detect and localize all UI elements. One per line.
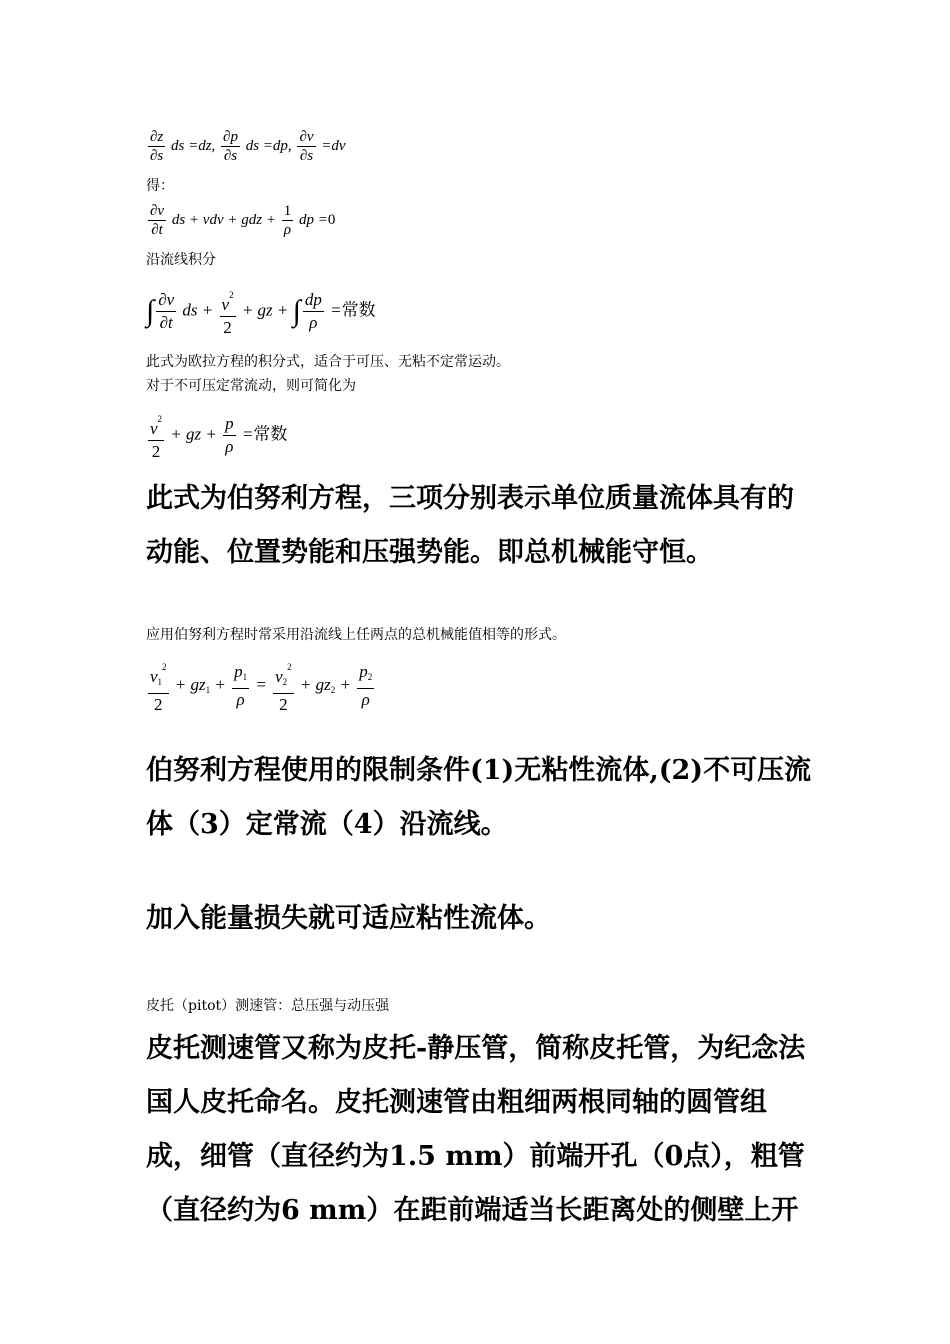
text-two-point-note: 应用伯努利方程时常采用沿流线上任两点的总机械能值相等的形式。 bbox=[146, 627, 566, 643]
text-incompressible-note: 对于不可压定常流动，则可简化为 bbox=[146, 378, 356, 394]
text-euler-note: 此式为欧拉方程的积分式，适合于可压、无粘不定常运动。 bbox=[146, 354, 510, 370]
equation-bernoulli: $\frac{v^2}{2}$ + gz + $\frac{p}{\rho}$ =常数 bbox=[146, 408, 287, 463]
text-de: 得： bbox=[146, 178, 174, 194]
text-along-streamline: 沿流线积分 bbox=[146, 252, 216, 268]
const-label: 常数 bbox=[341, 300, 376, 321]
equation-euler-integral: ∫ $\frac{\partial v}{\partial t}$ ds + $\frac{v^2}{2}$ + gz + ∫ $\frac{dp}{\rho}$ =常数 bbox=[146, 284, 376, 339]
equation-bernoulli-two-points: $\frac{v_1^2}{2}$ + $gz_1$ + $\frac{p_1}{\rho}$ = $\frac{v_2^2}{2}$ + $gz_2$ + $\frac{p_2}{\rho}$ bbox=[146, 656, 376, 716]
equation-differentials: $\frac{\partial z}{\partial s}$ ds =dz, $\frac{\partial p}{\partial s}$ ds =dp, $\frac{\partial v}{\partial s}$ =dv bbox=[150, 129, 346, 164]
paragraph-pitot-description: 皮托测速管又称为皮托-静压管，简称皮托管，为纪念法国人皮托命名。皮托测速管由粗细两根同轴的圆管组成，细管（直径约为1.5 mm）前端开孔（0点），粗管（直径约为6 mm）在距前端适当长距离处的侧壁上开 bbox=[146, 1033, 806, 1226]
text-pitot-heading: 皮托（pitot）测速管：总压强与动压强 bbox=[146, 998, 390, 1014]
paragraph-viscous: 加入能量损失就可适应粘性流体。 bbox=[146, 903, 551, 934]
const-label: 常数 bbox=[253, 424, 288, 445]
paragraph-limitations: 伯努利方程使用的限制条件(1)无粘性流体,(2)不可压流体（3）定常流（4）沿流线。 bbox=[146, 755, 812, 840]
equation-euler-differential: $\frac{\partial v}{\partial t}$ ds + vdv + gdz + $\frac{1}{\rho}$ dp =0 bbox=[150, 203, 336, 238]
paragraph-bernoulli-description: 此式为伯努利方程，三项分别表示单位质量流体具有的动能、位置势能和压强势能。即总机械能守恒。 bbox=[146, 483, 794, 568]
